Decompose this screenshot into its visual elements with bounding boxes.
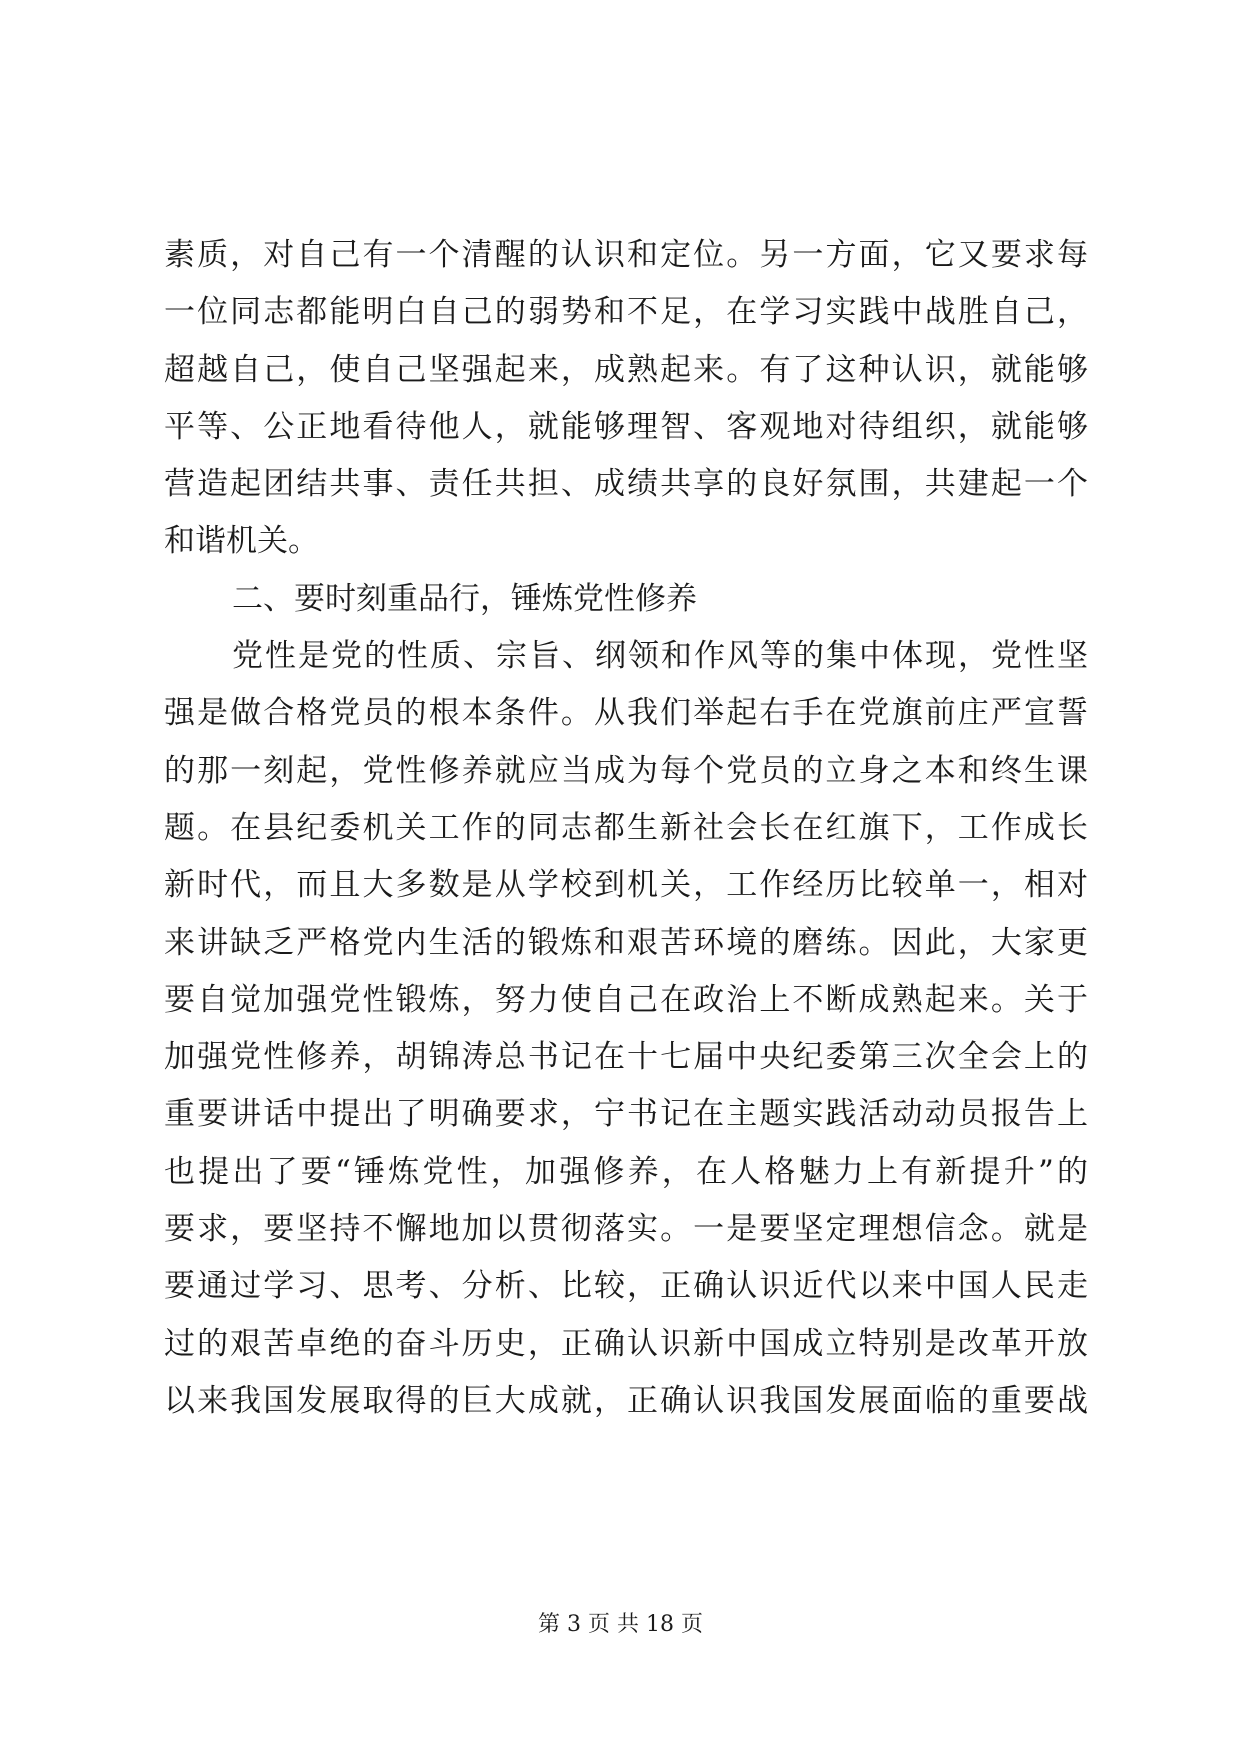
text-line: 加强党性修养，胡锦涛总书记在十七届中央纪委第三次全会上的 (164, 1039, 1088, 1076)
text-line: 重要讲话中提出了明确要求，宁书记在主题实践活动动员报告上 (164, 1096, 1088, 1133)
text-line: 以来我国发展取得的巨大成就，正确认识我国发展面临的重要战 (164, 1382, 1088, 1419)
text-line: 的那一刻起，党性修养就应当成为每个党员的立身之本和终生课 (164, 752, 1088, 789)
text-line: 平等、公正地看待他人，就能够理智、客观地对待组织，就能够 (164, 408, 1088, 445)
page-footer (0, 1610, 1241, 1640)
text-line: 和谐机关。 (164, 523, 319, 560)
page-number: 第 3 页 共 18 页 (538, 1612, 703, 1637)
text-line: 过的艰苦卓绝的奋斗历史，正确认识新中国成立特别是改革开放 (164, 1325, 1088, 1362)
text-line: 素质，对自己有一个清醒的认识和定位。另一方面，它又要求每 (164, 237, 1088, 273)
text-line: 党性是党的性质、宗旨、纲领和作风等的集中体现，党性坚 (232, 638, 1088, 675)
text-line: 要求，要坚持不懈地加以贯彻落实。一是要坚定理想信念。就是 (164, 1211, 1088, 1248)
text-line: 题。在县纪委机关工作的同志都生新社会长在红旗下，工作成长 (164, 809, 1088, 846)
text-line: 强是做合格党员的根本条件。从我们举起右手在党旗前庄严宣誓 (164, 695, 1088, 732)
text-line: 要自觉加强党性锻炼，努力使自己在政治上不断成熟起来。关于 (164, 981, 1088, 1018)
text-line: 也提出了要“锤炼党性，加强修养，在人格魅力上有新提升”的 (164, 1153, 1088, 1190)
text-line: 一位同志都能明白自己的弱势和不足，在学习实践中战胜自己， (164, 294, 1088, 331)
section-heading: 二、要时刻重品行，锤炼党性修养 (232, 580, 697, 617)
text-line: 营造起团结共事、责任共担、成绩共享的良好氛围，共建起一个 (164, 466, 1088, 503)
body-text (164, 227, 1088, 1430)
text-line: 超越自己，使自己坚强起来，成熟起来。有了这种认识，就能够 (164, 351, 1088, 388)
text-line: 要通过学习、思考、分析、比较，正确认识近代以来中国人民走 (164, 1268, 1088, 1305)
text-line: 新时代，而且大多数是从学校到机关，工作经历比较单一，相对 (164, 867, 1088, 904)
text-line: 来讲缺乏严格党内生活的锻炼和艰苦环境的磨练。因此，大家更 (164, 924, 1088, 961)
